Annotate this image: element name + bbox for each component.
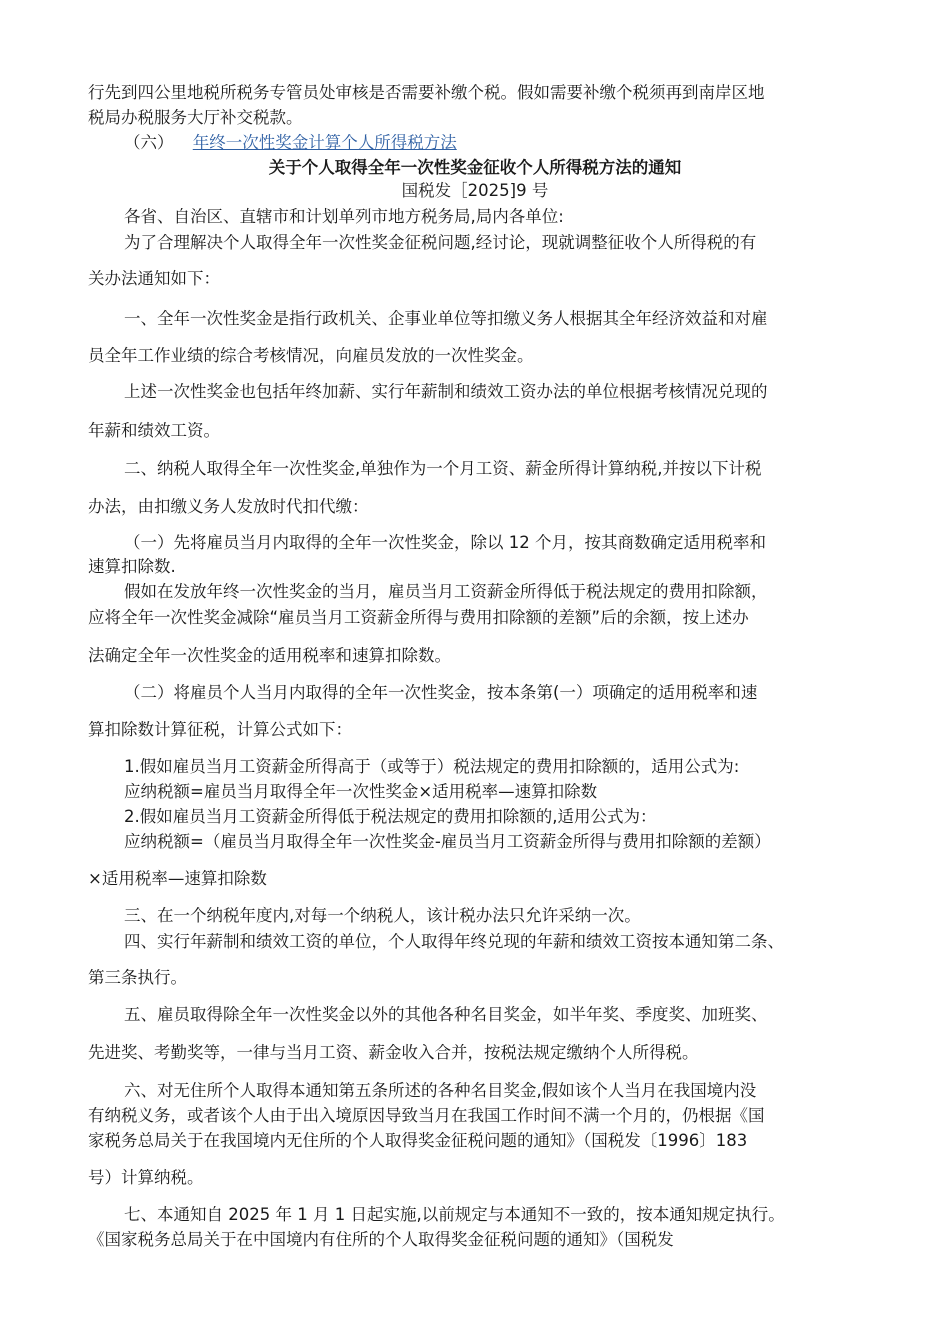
paragraph-line: 第三条执行。: [88, 968, 187, 987]
paragraph-line: （二）将雇员个人当月内取得的全年一次性奖金，按本条第(一）项确定的适用税率和速: [124, 683, 758, 702]
section-title-link[interactable]: 年终一次性奖金计算个人所得税方法: [192, 133, 457, 152]
paragraph-line: 三、在一个纳税年度内,对每一个纳税人，该计税办法只允许采纳一次。: [124, 906, 641, 925]
paragraph-line: 算扣除数计算征税，计算公式如下：: [88, 720, 352, 739]
notice-title: 关于个人取得全年一次性奖金征收个人所得税方法的通知: [268, 158, 682, 177]
paragraph-line: 《国家税务总局关于在中国境内有住所的个人取得奖金征税问题的通知》（国税发: [88, 1230, 674, 1249]
paragraph-line: 税局办税服务大厅补交税款。: [88, 108, 303, 127]
formula-line: 1.假如雇员当月工资薪金所得高于（或等于）税法规定的费用扣除额的，适用公式为:: [124, 757, 740, 776]
formula-line: 应纳税额=雇员当月取得全年一次性奖金×适用税率—速算扣除数: [124, 782, 598, 801]
paragraph-line: 家税务总局关于在我国境内无住所的个人取得奖金征税问题的通知》（国税发〔1996〕183: [88, 1131, 748, 1150]
paragraph-line: 一、全年一次性奖金是指行政机关、企事业单位等扣缴义务人根据其全年经济效益和对雇: [124, 309, 768, 328]
paragraph-line: 六、对无住所个人取得本通知第五条所述的各种名目奖金,假如该个人当月在我国境内没: [124, 1081, 757, 1100]
paragraph-line: 年薪和绩效工资。: [88, 421, 220, 440]
paragraph-line: 行先到四公里地税所税务专管员处审核是否需要补缴个税。假如需要补缴个税须再到南岸区地: [88, 83, 765, 102]
formula-line: 2.假如雇员当月工资薪金所得低于税法规定的费用扣除额的,适用公式为：: [124, 807, 657, 826]
formula-line: ×适用税率—速算扣除数: [88, 869, 267, 888]
paragraph-line: 上述一次性奖金也包括年终加薪、实行年薪制和绩效工资办法的单位根据考核情况兑现的: [124, 382, 768, 401]
paragraph-line: 号）计算纳税。: [88, 1168, 204, 1187]
paragraph-line: 为了合理解决个人取得全年一次性奖金征税问题,经讨论，现就调整征收个人所得税的有: [124, 233, 757, 252]
paragraph-line: 速算扣除数.: [88, 557, 176, 576]
paragraph-line: 先进奖、考勤奖等，一律与当月工资、薪金收入合并，按税法规定缴纳个人所得税。: [88, 1043, 699, 1062]
section-number: （六）: [124, 133, 174, 152]
paragraph-line: 二、纳税人取得全年一次性奖金,单独作为一个月工资、薪金所得计算纳税,并按以下计税: [124, 459, 762, 478]
formula-line: 应纳税额=（雇员当月取得全年一次性奖金-雇员当月工资薪金所得与费用扣除额的差额）: [124, 832, 771, 851]
paragraph-line: 关办法通知如下：: [88, 269, 220, 288]
paragraph-line: 七、本通知自 2025 年 1 月 1 日起实施,以前规定与本通知不一致的，按本通知规定执行。: [124, 1205, 785, 1224]
paragraph-line: 应将全年一次性奖金减除“雇员当月工资薪金所得与费用扣除额的差额”后的余额，按上述办: [88, 608, 749, 627]
section-heading: [124, 132, 950, 154]
paragraph-line: 员全年工作业绩的综合考核情况，向雇员发放的一次性奖金。: [88, 346, 534, 365]
paragraph-line: 四、实行年薪制和绩效工资的单位，个人取得年终兑现的年薪和绩效工资按本通知第二条、: [124, 932, 784, 951]
paragraph-line: （一）先将雇员当月内取得的全年一次性奖金，除以 12 个月，按其商数确定适用税率和: [124, 533, 766, 552]
paragraph-line: 假如在发放年终一次性奖金的当月，雇员当月工资薪金所得低于税法规定的费用扣除额，: [124, 582, 768, 601]
paragraph-line: 五、雇员取得除全年一次性奖金以外的其他各种名目奖金，如半年奖、季度奖、加班奖、: [124, 1005, 768, 1024]
paragraph-line: 法确定全年一次性奖金的适用税率和速算扣除数。: [88, 646, 451, 665]
paragraph-line: 有纳税义务，或者该个人由于出入境原因导致当月在我国工作时间不满一个月的，仍根据《国: [88, 1106, 765, 1125]
document-number: 国税发［2025]9 号: [401, 181, 549, 200]
paragraph-line: 办法，由扣缴义务人发放时代扣代缴：: [88, 497, 369, 516]
addressee: 各省、自治区、直辖市和计划单列市地方税务局,局内各单位:: [124, 207, 564, 226]
